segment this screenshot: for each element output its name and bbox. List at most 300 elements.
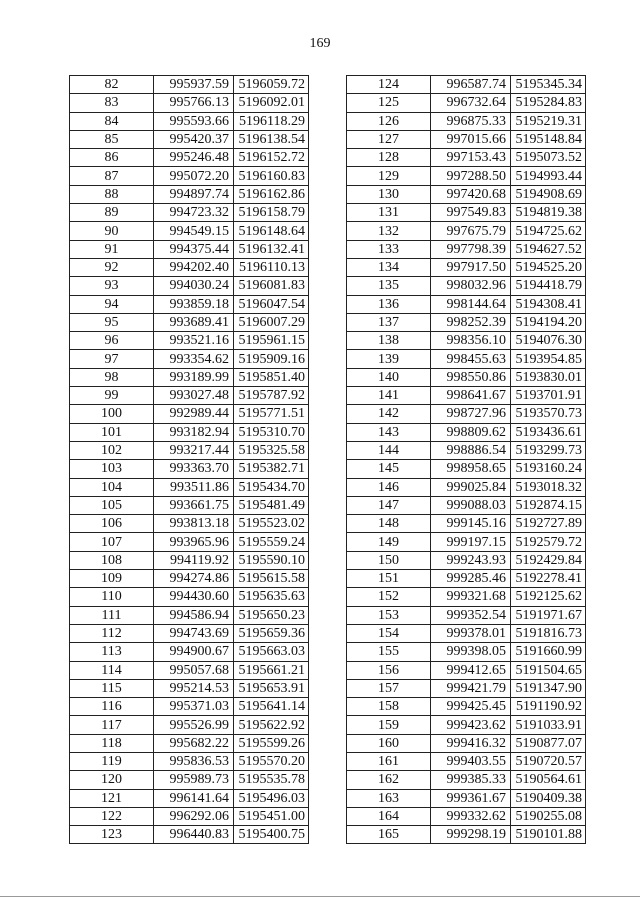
x-coordinate-cell: 993182.94 (154, 423, 234, 441)
point-number-cell: 134 (347, 258, 431, 276)
table-row (70, 149, 309, 167)
y-coordinate-cell: 5195787.92 (234, 387, 309, 405)
y-coordinate-cell: 5195451.00 (234, 807, 309, 825)
y-coordinate-cell: 5195382.71 (234, 460, 309, 478)
table-row (70, 679, 309, 697)
x-coordinate-cell: 997420.68 (431, 185, 511, 203)
point-number-cell: 124 (347, 76, 431, 94)
table-row (70, 350, 309, 368)
y-coordinate-cell: 5194725.62 (511, 222, 586, 240)
x-coordinate-cell: 995989.73 (154, 771, 234, 789)
table-row (70, 771, 309, 789)
x-coordinate-cell: 994900.67 (154, 643, 234, 661)
table-row (347, 423, 586, 441)
point-number-cell: 119 (70, 752, 154, 770)
table-row (70, 789, 309, 807)
point-number-cell: 165 (347, 826, 431, 844)
point-number-cell: 148 (347, 515, 431, 533)
x-coordinate-cell: 999423.62 (431, 716, 511, 734)
table-row (347, 460, 586, 478)
point-number-cell: 115 (70, 679, 154, 697)
y-coordinate-cell: 5195523.02 (234, 515, 309, 533)
table-row (347, 277, 586, 295)
table-row (347, 570, 586, 588)
table-row (347, 149, 586, 167)
table-row (347, 441, 586, 459)
table-row (347, 771, 586, 789)
x-coordinate-cell: 993189.99 (154, 368, 234, 386)
y-coordinate-cell: 5194308.41 (511, 295, 586, 313)
y-coordinate-cell: 5195635.63 (234, 588, 309, 606)
x-coordinate-cell: 998032.96 (431, 277, 511, 295)
point-number-cell: 114 (70, 661, 154, 679)
point-number-cell: 110 (70, 588, 154, 606)
y-coordinate-cell: 5195325.58 (234, 441, 309, 459)
y-coordinate-cell: 5195653.91 (234, 679, 309, 697)
x-coordinate-cell: 995371.03 (154, 698, 234, 716)
x-coordinate-cell: 997549.83 (431, 204, 511, 222)
x-coordinate-cell: 999378.01 (431, 624, 511, 642)
x-coordinate-cell: 997288.50 (431, 167, 511, 185)
y-coordinate-cell: 5195345.34 (511, 76, 586, 94)
point-number-cell: 108 (70, 551, 154, 569)
y-coordinate-cell: 5193299.73 (511, 441, 586, 459)
y-coordinate-cell: 5195570.20 (234, 752, 309, 770)
x-coordinate-cell: 996141.64 (154, 789, 234, 807)
y-coordinate-cell: 5191504.65 (511, 661, 586, 679)
table-row (347, 606, 586, 624)
y-coordinate-cell: 5195961.15 (234, 332, 309, 350)
table-row (70, 716, 309, 734)
x-coordinate-cell: 994586.94 (154, 606, 234, 624)
point-number-cell: 111 (70, 606, 154, 624)
table-body-left (70, 76, 309, 844)
point-number-cell: 135 (347, 277, 431, 295)
x-coordinate-cell: 993027.48 (154, 387, 234, 405)
point-number-cell: 101 (70, 423, 154, 441)
y-coordinate-cell: 5195535.78 (234, 771, 309, 789)
x-coordinate-cell: 999332.62 (431, 807, 511, 825)
point-number-cell: 129 (347, 167, 431, 185)
point-number-cell: 151 (347, 570, 431, 588)
table-row (70, 258, 309, 276)
table-row (347, 588, 586, 606)
y-coordinate-cell: 5194076.30 (511, 332, 586, 350)
point-number-cell: 92 (70, 258, 154, 276)
y-coordinate-cell: 5196059.72 (234, 76, 309, 94)
x-coordinate-cell: 997153.43 (431, 149, 511, 167)
point-number-cell: 157 (347, 679, 431, 697)
table-row (70, 405, 309, 423)
table-row (70, 624, 309, 642)
table-row (347, 661, 586, 679)
table-row (70, 570, 309, 588)
table-row (70, 240, 309, 258)
point-number-cell: 164 (347, 807, 431, 825)
y-coordinate-cell: 5192429.84 (511, 551, 586, 569)
point-number-cell: 88 (70, 185, 154, 203)
y-coordinate-cell: 5191816.73 (511, 624, 586, 642)
table-row (347, 258, 586, 276)
y-coordinate-cell: 5196007.29 (234, 313, 309, 331)
table-row (347, 405, 586, 423)
x-coordinate-cell: 995836.53 (154, 752, 234, 770)
table-row (347, 533, 586, 551)
point-number-cell: 112 (70, 624, 154, 642)
x-coordinate-cell: 999197.15 (431, 533, 511, 551)
y-coordinate-cell: 5193436.61 (511, 423, 586, 441)
table-row (70, 295, 309, 313)
y-coordinate-cell: 5196081.83 (234, 277, 309, 295)
point-number-cell: 95 (70, 313, 154, 331)
x-coordinate-cell: 998958.65 (431, 460, 511, 478)
x-coordinate-cell: 995072.20 (154, 167, 234, 185)
x-coordinate-cell: 997015.66 (431, 130, 511, 148)
page-number: 169 (309, 36, 331, 51)
x-coordinate-cell: 993965.96 (154, 533, 234, 551)
table-row (70, 807, 309, 825)
y-coordinate-cell: 5195650.23 (234, 606, 309, 624)
y-coordinate-cell: 5191971.67 (511, 606, 586, 624)
point-number-cell: 100 (70, 405, 154, 423)
table-row (70, 734, 309, 752)
point-number-cell: 153 (347, 606, 431, 624)
table-row (347, 112, 586, 130)
table-row (70, 76, 309, 94)
table-row (347, 734, 586, 752)
x-coordinate-cell: 994119.92 (154, 551, 234, 569)
table-row (347, 387, 586, 405)
point-number-cell: 84 (70, 112, 154, 130)
x-coordinate-cell: 999321.68 (431, 588, 511, 606)
y-coordinate-cell: 5190564.61 (511, 771, 586, 789)
x-coordinate-cell: 996587.74 (431, 76, 511, 94)
table-row (70, 130, 309, 148)
table-row (70, 112, 309, 130)
y-coordinate-cell: 5196118.29 (234, 112, 309, 130)
coordinate-table-left (69, 75, 309, 844)
point-number-cell: 102 (70, 441, 154, 459)
table-row (347, 332, 586, 350)
table-row (70, 204, 309, 222)
table-row (70, 515, 309, 533)
x-coordinate-cell: 999361.67 (431, 789, 511, 807)
y-coordinate-cell: 5192579.72 (511, 533, 586, 551)
table-row (70, 643, 309, 661)
point-number-cell: 83 (70, 94, 154, 112)
y-coordinate-cell: 5190255.08 (511, 807, 586, 825)
y-coordinate-cell: 5194627.52 (511, 240, 586, 258)
table-row (70, 698, 309, 716)
table-row (70, 752, 309, 770)
table-row (70, 313, 309, 331)
x-coordinate-cell: 995682.22 (154, 734, 234, 752)
y-coordinate-cell: 5194908.69 (511, 185, 586, 203)
point-number-cell: 132 (347, 222, 431, 240)
y-coordinate-cell: 5196110.13 (234, 258, 309, 276)
y-coordinate-cell: 5191347.90 (511, 679, 586, 697)
y-coordinate-cell: 5195851.40 (234, 368, 309, 386)
point-number-cell: 99 (70, 387, 154, 405)
y-coordinate-cell: 5195073.52 (511, 149, 586, 167)
x-coordinate-cell: 994743.69 (154, 624, 234, 642)
y-coordinate-cell: 5194993.44 (511, 167, 586, 185)
point-number-cell: 150 (347, 551, 431, 569)
y-coordinate-cell: 5194525.20 (511, 258, 586, 276)
x-coordinate-cell: 998252.39 (431, 313, 511, 331)
x-coordinate-cell: 999421.79 (431, 679, 511, 697)
x-coordinate-cell: 994274.86 (154, 570, 234, 588)
x-coordinate-cell: 999385.33 (431, 771, 511, 789)
table-row (347, 752, 586, 770)
y-coordinate-cell: 5196162.86 (234, 185, 309, 203)
table-row (347, 185, 586, 203)
x-coordinate-cell: 996292.06 (154, 807, 234, 825)
point-number-cell: 109 (70, 570, 154, 588)
y-coordinate-cell: 5196152.72 (234, 149, 309, 167)
point-number-cell: 97 (70, 350, 154, 368)
point-number-cell: 122 (70, 807, 154, 825)
x-coordinate-cell: 994723.32 (154, 204, 234, 222)
x-coordinate-cell: 997917.50 (431, 258, 511, 276)
y-coordinate-cell: 5196158.79 (234, 204, 309, 222)
table-row (70, 460, 309, 478)
table-row (347, 350, 586, 368)
table-row (347, 204, 586, 222)
point-number-cell: 86 (70, 149, 154, 167)
y-coordinate-cell: 5192125.62 (511, 588, 586, 606)
x-coordinate-cell: 998886.54 (431, 441, 511, 459)
point-number-cell: 118 (70, 734, 154, 752)
x-coordinate-cell: 999243.93 (431, 551, 511, 569)
table-row (347, 94, 586, 112)
point-number-cell: 152 (347, 588, 431, 606)
table-row (70, 551, 309, 569)
table-row (347, 551, 586, 569)
point-number-cell: 85 (70, 130, 154, 148)
y-coordinate-cell: 5190101.88 (511, 826, 586, 844)
x-coordinate-cell: 999088.03 (431, 496, 511, 514)
point-number-cell: 125 (347, 94, 431, 112)
x-coordinate-cell: 992989.44 (154, 405, 234, 423)
x-coordinate-cell: 998641.67 (431, 387, 511, 405)
table-row (347, 679, 586, 697)
y-coordinate-cell: 5195590.10 (234, 551, 309, 569)
x-coordinate-cell: 999412.65 (431, 661, 511, 679)
table-row (347, 368, 586, 386)
x-coordinate-cell: 999285.46 (431, 570, 511, 588)
table-row (70, 588, 309, 606)
table-row (70, 533, 309, 551)
point-number-cell: 133 (347, 240, 431, 258)
y-coordinate-cell: 5195663.03 (234, 643, 309, 661)
point-number-cell: 155 (347, 643, 431, 661)
x-coordinate-cell: 993354.62 (154, 350, 234, 368)
y-coordinate-cell: 5195615.58 (234, 570, 309, 588)
x-coordinate-cell: 995057.68 (154, 661, 234, 679)
x-coordinate-cell: 999416.32 (431, 734, 511, 752)
y-coordinate-cell: 5191660.99 (511, 643, 586, 661)
x-coordinate-cell: 995593.66 (154, 112, 234, 130)
y-coordinate-cell: 5193830.01 (511, 368, 586, 386)
table-row (347, 643, 586, 661)
point-number-cell: 144 (347, 441, 431, 459)
y-coordinate-cell: 5195400.75 (234, 826, 309, 844)
point-number-cell: 105 (70, 496, 154, 514)
table-row (347, 240, 586, 258)
table-row (70, 368, 309, 386)
x-coordinate-cell: 993521.16 (154, 332, 234, 350)
point-number-cell: 142 (347, 405, 431, 423)
x-coordinate-cell: 995766.13 (154, 94, 234, 112)
point-number-cell: 103 (70, 460, 154, 478)
x-coordinate-cell: 999145.16 (431, 515, 511, 533)
x-coordinate-cell: 999425.45 (431, 698, 511, 716)
point-number-cell: 161 (347, 752, 431, 770)
footer-rule (0, 896, 640, 897)
point-number-cell: 137 (347, 313, 431, 331)
x-coordinate-cell: 995420.37 (154, 130, 234, 148)
x-coordinate-cell: 998727.96 (431, 405, 511, 423)
y-coordinate-cell: 5194194.20 (511, 313, 586, 331)
table-row (70, 496, 309, 514)
table-row (70, 277, 309, 295)
y-coordinate-cell: 5193701.91 (511, 387, 586, 405)
point-number-cell: 160 (347, 734, 431, 752)
x-coordinate-cell: 999352.54 (431, 606, 511, 624)
table-row (70, 423, 309, 441)
y-coordinate-cell: 5195481.49 (234, 496, 309, 514)
y-coordinate-cell: 5192278.41 (511, 570, 586, 588)
x-coordinate-cell: 997798.39 (431, 240, 511, 258)
x-coordinate-cell: 994375.44 (154, 240, 234, 258)
point-number-cell: 120 (70, 771, 154, 789)
y-coordinate-cell: 5195310.70 (234, 423, 309, 441)
x-coordinate-cell: 993511.86 (154, 478, 234, 496)
table-body-right (347, 76, 586, 844)
y-coordinate-cell: 5196047.54 (234, 295, 309, 313)
y-coordinate-cell: 5195659.36 (234, 624, 309, 642)
table-row (347, 496, 586, 514)
point-number-cell: 126 (347, 112, 431, 130)
point-number-cell: 139 (347, 350, 431, 368)
point-number-cell: 96 (70, 332, 154, 350)
y-coordinate-cell: 5195599.26 (234, 734, 309, 752)
table-row (70, 185, 309, 203)
table-row (347, 698, 586, 716)
point-number-cell: 143 (347, 423, 431, 441)
table-row (70, 94, 309, 112)
point-number-cell: 89 (70, 204, 154, 222)
table-row (347, 478, 586, 496)
table-row (347, 826, 586, 844)
x-coordinate-cell: 994030.24 (154, 277, 234, 295)
point-number-cell: 90 (70, 222, 154, 240)
point-number-cell: 123 (70, 826, 154, 844)
y-coordinate-cell: 5190877.07 (511, 734, 586, 752)
y-coordinate-cell: 5193954.85 (511, 350, 586, 368)
point-number-cell: 87 (70, 167, 154, 185)
y-coordinate-cell: 5195622.92 (234, 716, 309, 734)
y-coordinate-cell: 5196092.01 (234, 94, 309, 112)
y-coordinate-cell: 5194418.79 (511, 277, 586, 295)
table-row (347, 76, 586, 94)
point-number-cell: 127 (347, 130, 431, 148)
y-coordinate-cell: 5190720.57 (511, 752, 586, 770)
point-number-cell: 116 (70, 698, 154, 716)
point-number-cell: 91 (70, 240, 154, 258)
x-coordinate-cell: 993363.70 (154, 460, 234, 478)
table-row (347, 716, 586, 734)
table-row (70, 387, 309, 405)
y-coordinate-cell: 5195641.14 (234, 698, 309, 716)
point-number-cell: 104 (70, 478, 154, 496)
x-coordinate-cell: 994430.60 (154, 588, 234, 606)
x-coordinate-cell: 995214.53 (154, 679, 234, 697)
y-coordinate-cell: 5196132.41 (234, 240, 309, 258)
y-coordinate-cell: 5195148.84 (511, 130, 586, 148)
point-number-cell: 145 (347, 460, 431, 478)
point-number-cell: 159 (347, 716, 431, 734)
table-row (347, 222, 586, 240)
x-coordinate-cell: 994897.74 (154, 185, 234, 203)
table-row (70, 826, 309, 844)
point-number-cell: 117 (70, 716, 154, 734)
x-coordinate-cell: 993813.18 (154, 515, 234, 533)
point-number-cell: 130 (347, 185, 431, 203)
table-row (347, 295, 586, 313)
y-coordinate-cell: 5191033.91 (511, 716, 586, 734)
table-row (347, 807, 586, 825)
y-coordinate-cell: 5194819.38 (511, 204, 586, 222)
y-coordinate-cell: 5196160.83 (234, 167, 309, 185)
table-row (70, 606, 309, 624)
table-row (347, 313, 586, 331)
point-number-cell: 128 (347, 149, 431, 167)
x-coordinate-cell: 993661.75 (154, 496, 234, 514)
x-coordinate-cell: 996875.33 (431, 112, 511, 130)
point-number-cell: 131 (347, 204, 431, 222)
x-coordinate-cell: 994202.40 (154, 258, 234, 276)
table-row (70, 222, 309, 240)
table-row (70, 441, 309, 459)
point-number-cell: 136 (347, 295, 431, 313)
point-number-cell: 94 (70, 295, 154, 313)
x-coordinate-cell: 995246.48 (154, 149, 234, 167)
x-coordinate-cell: 993859.18 (154, 295, 234, 313)
x-coordinate-cell: 998356.10 (431, 332, 511, 350)
coordinate-table-right (346, 75, 586, 844)
point-number-cell: 121 (70, 789, 154, 807)
y-coordinate-cell: 5193160.24 (511, 460, 586, 478)
y-coordinate-cell: 5195284.83 (511, 94, 586, 112)
y-coordinate-cell: 5195434.70 (234, 478, 309, 496)
y-coordinate-cell: 5192874.15 (511, 496, 586, 514)
x-coordinate-cell: 995937.59 (154, 76, 234, 94)
x-coordinate-cell: 998144.64 (431, 295, 511, 313)
y-coordinate-cell: 5192727.89 (511, 515, 586, 533)
point-number-cell: 149 (347, 533, 431, 551)
y-coordinate-cell: 5195909.16 (234, 350, 309, 368)
x-coordinate-cell: 998455.63 (431, 350, 511, 368)
point-number-cell: 138 (347, 332, 431, 350)
y-coordinate-cell: 5196148.64 (234, 222, 309, 240)
table-row (347, 624, 586, 642)
point-number-cell: 140 (347, 368, 431, 386)
table-row (347, 130, 586, 148)
point-number-cell: 163 (347, 789, 431, 807)
y-coordinate-cell: 5195496.03 (234, 789, 309, 807)
